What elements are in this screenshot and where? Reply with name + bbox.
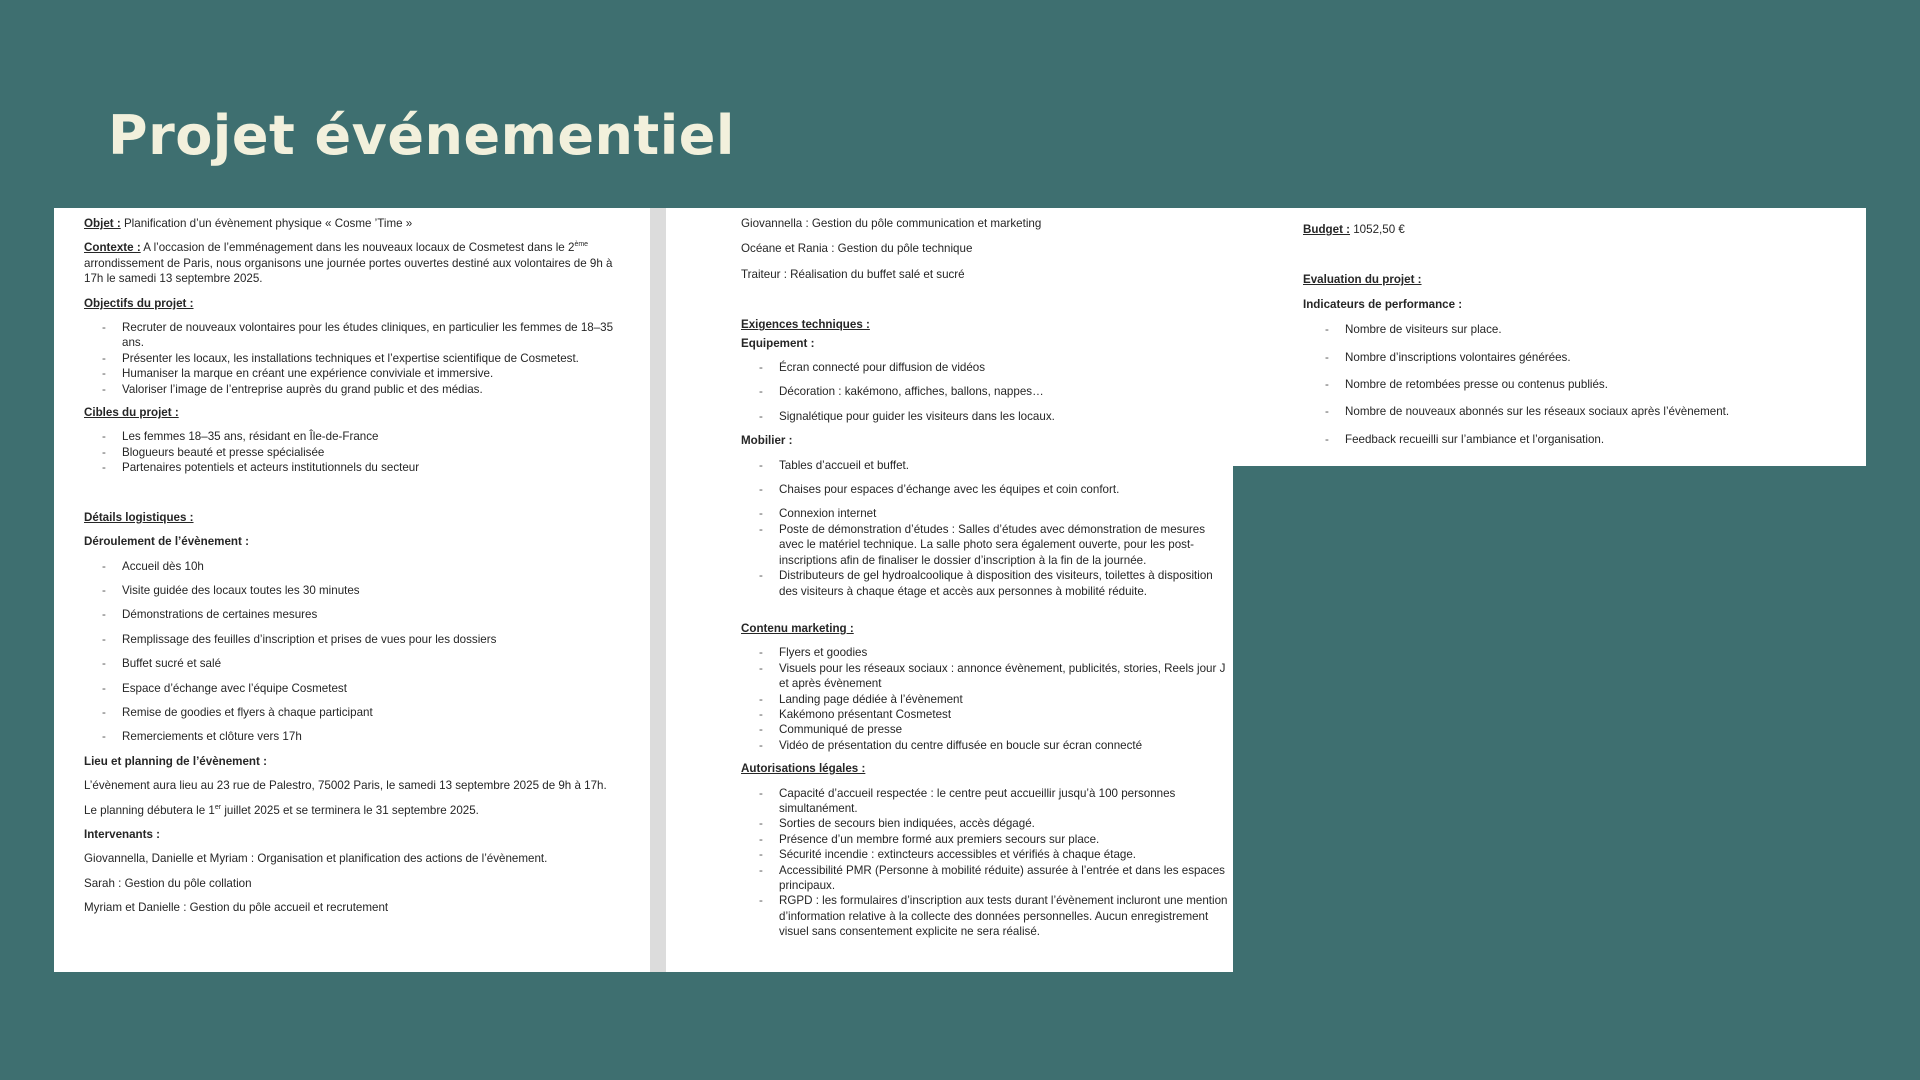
intervenant-line: Traiteur : Réalisation du buffet salé et sucré <box>741 267 965 281</box>
indicateurs-heading: Indicateurs de performance : <box>1303 297 1463 311</box>
list-item: - Communiqué de presse <box>779 722 1229 737</box>
list-item: - Distributeurs de gel hydroalcoolique à disposition des visiteurs, toilettes à disposition des visiteurs à chaque étage et accès aux personnes à mobilité réduite. <box>779 568 1229 599</box>
intervenant-line: Océane et Rania : Gestion du pôle technique <box>741 242 973 256</box>
list-item: - Nombre de visiteurs sur place. <box>1345 322 1846 337</box>
list-item: - Nombre d’inscriptions volontaires générées. <box>1345 350 1846 365</box>
objet-text: Planification d’un évènement physique « Cosme ’Time » <box>120 217 413 230</box>
list-item: - RGPD : les formulaires d’inscription aux tests durant l’évènement incluront une mention d’information relative à la collecte des données personnelles. Aucun enregistrement visuel sans consentement explicite ne sera réalisé. <box>779 893 1229 939</box>
list-item: - Démonstrations de certaines mesures <box>122 607 630 622</box>
list-item: - Poste de démonstration d’études : Salles d’études avec démonstration de mesures avec le matériel technique. La salle photo sera également ouverte, pour les post-inscriptions afin de finaliser le dossier d’inscription à la fin de la journée. <box>779 522 1229 568</box>
list-item: - Visite guidée des locaux toutes les 30 minutes <box>122 583 630 598</box>
budget-label: Budget : <box>1303 223 1351 236</box>
list-item: - Chaises pour espaces d’échange avec les équipes et coin confort. <box>779 482 1229 497</box>
list-item: - Valoriser l’image de l’entreprise auprès du grand public et des médias. <box>122 382 630 397</box>
list-item: - Remplissage des feuilles d’inscription et prises de vues pour les dossiers <box>122 632 630 647</box>
list-item: - Écran connecté pour diffusion de vidéos <box>779 360 1229 375</box>
mobilier-heading: Mobilier : <box>741 434 793 448</box>
autorisations-heading: Autorisations légales : <box>741 762 866 776</box>
list-item: - Remise de goodies et flyers à chaque participant <box>122 705 630 720</box>
planning-text-b: juillet 2025 et se terminera le 31 septembre 2025. <box>221 803 479 817</box>
objet-line <box>84 216 630 231</box>
objectifs-list <box>84 320 630 397</box>
equipement-heading: Equipement : <box>741 336 815 350</box>
lieu-heading: Lieu et planning de l’évènement : <box>84 754 267 768</box>
budget-line <box>1303 222 1846 237</box>
list-item: - Humaniser la marque en créant une expérience conviviale et immersive. <box>122 366 630 381</box>
deroulement-list <box>84 559 630 745</box>
list-item: - Présence d’un membre formé aux premiers secours sur place. <box>779 832 1229 847</box>
list-item: - Feedback recueilli sur l’ambiance et l’organisation. <box>1345 432 1846 447</box>
list-item: - Vidéo de présentation du centre diffusée en boucle sur écran connecté <box>779 738 1229 753</box>
list-item: - Nombre de retombées presse ou contenus publiés. <box>1345 377 1846 392</box>
objet-label: Objet : <box>84 217 121 230</box>
document-page-1 <box>54 208 650 972</box>
contexte-sup: ème <box>574 241 589 249</box>
equipement-list <box>741 360 1229 424</box>
exigences-heading: Exigences techniques : <box>741 318 870 332</box>
intervenant-line: Sarah : Gestion du pôle collation <box>84 876 252 890</box>
list-item: - Visuels pour les réseaux sociaux : annonce évènement, publicités, stories, Reels jour J et après évènement <box>779 661 1229 692</box>
list-item: - Sorties de secours bien indiquées, accès dégagé. <box>779 816 1229 831</box>
planning-text <box>84 803 630 818</box>
intervenants-heading: Intervenants : <box>84 827 161 841</box>
list-item: - Présenter les locaux, les installations techniques et l’expertise scientifique de Cosmetest. <box>122 351 630 366</box>
contexte-text-2: arrondissement de Paris, nous organisons une journée portes ouvertes destiné aux volontaires de 9h à 17h le samedi 13 septembre 2025. <box>84 256 613 286</box>
evaluation-heading: Evaluation du projet : <box>1303 273 1422 287</box>
cibles-list <box>84 429 630 475</box>
lieu-text: L’évènement aura lieu au 23 rue de Palestro, 75002 Paris, le samedi 13 septembre 2025 de 9h à 17h. <box>84 779 607 793</box>
mobilier-list <box>741 458 1229 498</box>
list-item: - Espace d’échange avec l’équipe Cosmetest <box>122 681 630 696</box>
list-item: - Connexion internet <box>779 506 1229 521</box>
deroulement-heading: Déroulement de l’évènement : <box>84 535 249 549</box>
document-page-3 <box>1233 208 1866 466</box>
planning-text-a: Le planning débutera le 1 <box>84 803 215 817</box>
list-item: - Buffet sucré et salé <box>122 656 630 671</box>
list-item: - Sécurité incendie : extincteurs accessibles et vérifiés à chaque étage. <box>779 847 1229 862</box>
list-item: - Les femmes 18–35 ans, résidant en Île-de-France <box>122 429 630 444</box>
marketing-heading: Contenu marketing : <box>741 621 854 635</box>
list-item: - Tables d’accueil et buffet. <box>779 458 1229 473</box>
list-item: - Flyers et goodies <box>779 645 1229 660</box>
list-item: - Accueil dès 10h <box>122 559 630 574</box>
list-item: - Landing page dédiée à l’évènement <box>779 692 1229 707</box>
page-gutter <box>650 208 666 972</box>
list-item: - Décoration : kakémono, affiches, ballons, nappes… <box>779 384 1229 399</box>
list-item: - Signalétique pour guider les visiteurs dans les locaux. <box>779 409 1229 424</box>
intervenant-line: Myriam et Danielle : Gestion du pôle accueil et recrutement <box>84 901 389 915</box>
list-item: - Remerciements et clôture vers 17h <box>122 729 630 744</box>
intervenant-line: Giovannella, Danielle et Myriam : Organisation et planification des actions de l’évènement. <box>84 852 548 866</box>
intervenant-line: Giovannella : Gestion du pôle communication et marketing <box>741 217 1042 230</box>
list-item: - Nombre de nouveaux abonnés sur les réseaux sociaux après l’évènement. <box>1345 404 1846 419</box>
list-item: - Capacité d’accueil respectée : le centre peut accueillir jusqu’à 100 personnes simultanément. <box>779 786 1229 817</box>
list-item: - Kakémono présentant Cosmetest <box>779 707 1229 722</box>
contexte-label: Contexte : <box>84 241 141 255</box>
list-item: - Recruter de nouveaux volontaires pour les études cliniques, en particulier les femmes de 18–35 ans. <box>122 320 630 351</box>
cibles-heading: Cibles du projet : <box>84 406 179 420</box>
autorisations-list <box>741 786 1229 940</box>
marketing-list <box>741 645 1229 753</box>
planning-sup: er <box>214 803 222 811</box>
slide-title: Projet événementiel <box>108 104 735 167</box>
list-item: - Blogueurs beauté et presse spécialisée <box>122 445 630 460</box>
budget-value: 1052,50 € <box>1350 223 1405 236</box>
logistique-heading: Détails logistiques : <box>84 510 194 524</box>
contexte-text: A l’occasion de l’emménagement dans les nouveaux locaux de Cosmetest dans le 2 <box>140 241 575 255</box>
objectifs-heading: Objectifs du projet : <box>84 296 194 310</box>
mobilier-list-2 <box>741 506 1229 598</box>
indicateurs-list <box>1303 322 1846 447</box>
document-page-2 <box>666 208 1233 972</box>
list-item: - Accessibilité PMR (Personne à mobilité réduite) assurée à l’entrée et dans les espaces principaux. <box>779 863 1229 894</box>
list-item: - Partenaires potentiels et acteurs institutionnels du secteur <box>122 460 630 475</box>
contexte-paragraph <box>84 240 630 286</box>
